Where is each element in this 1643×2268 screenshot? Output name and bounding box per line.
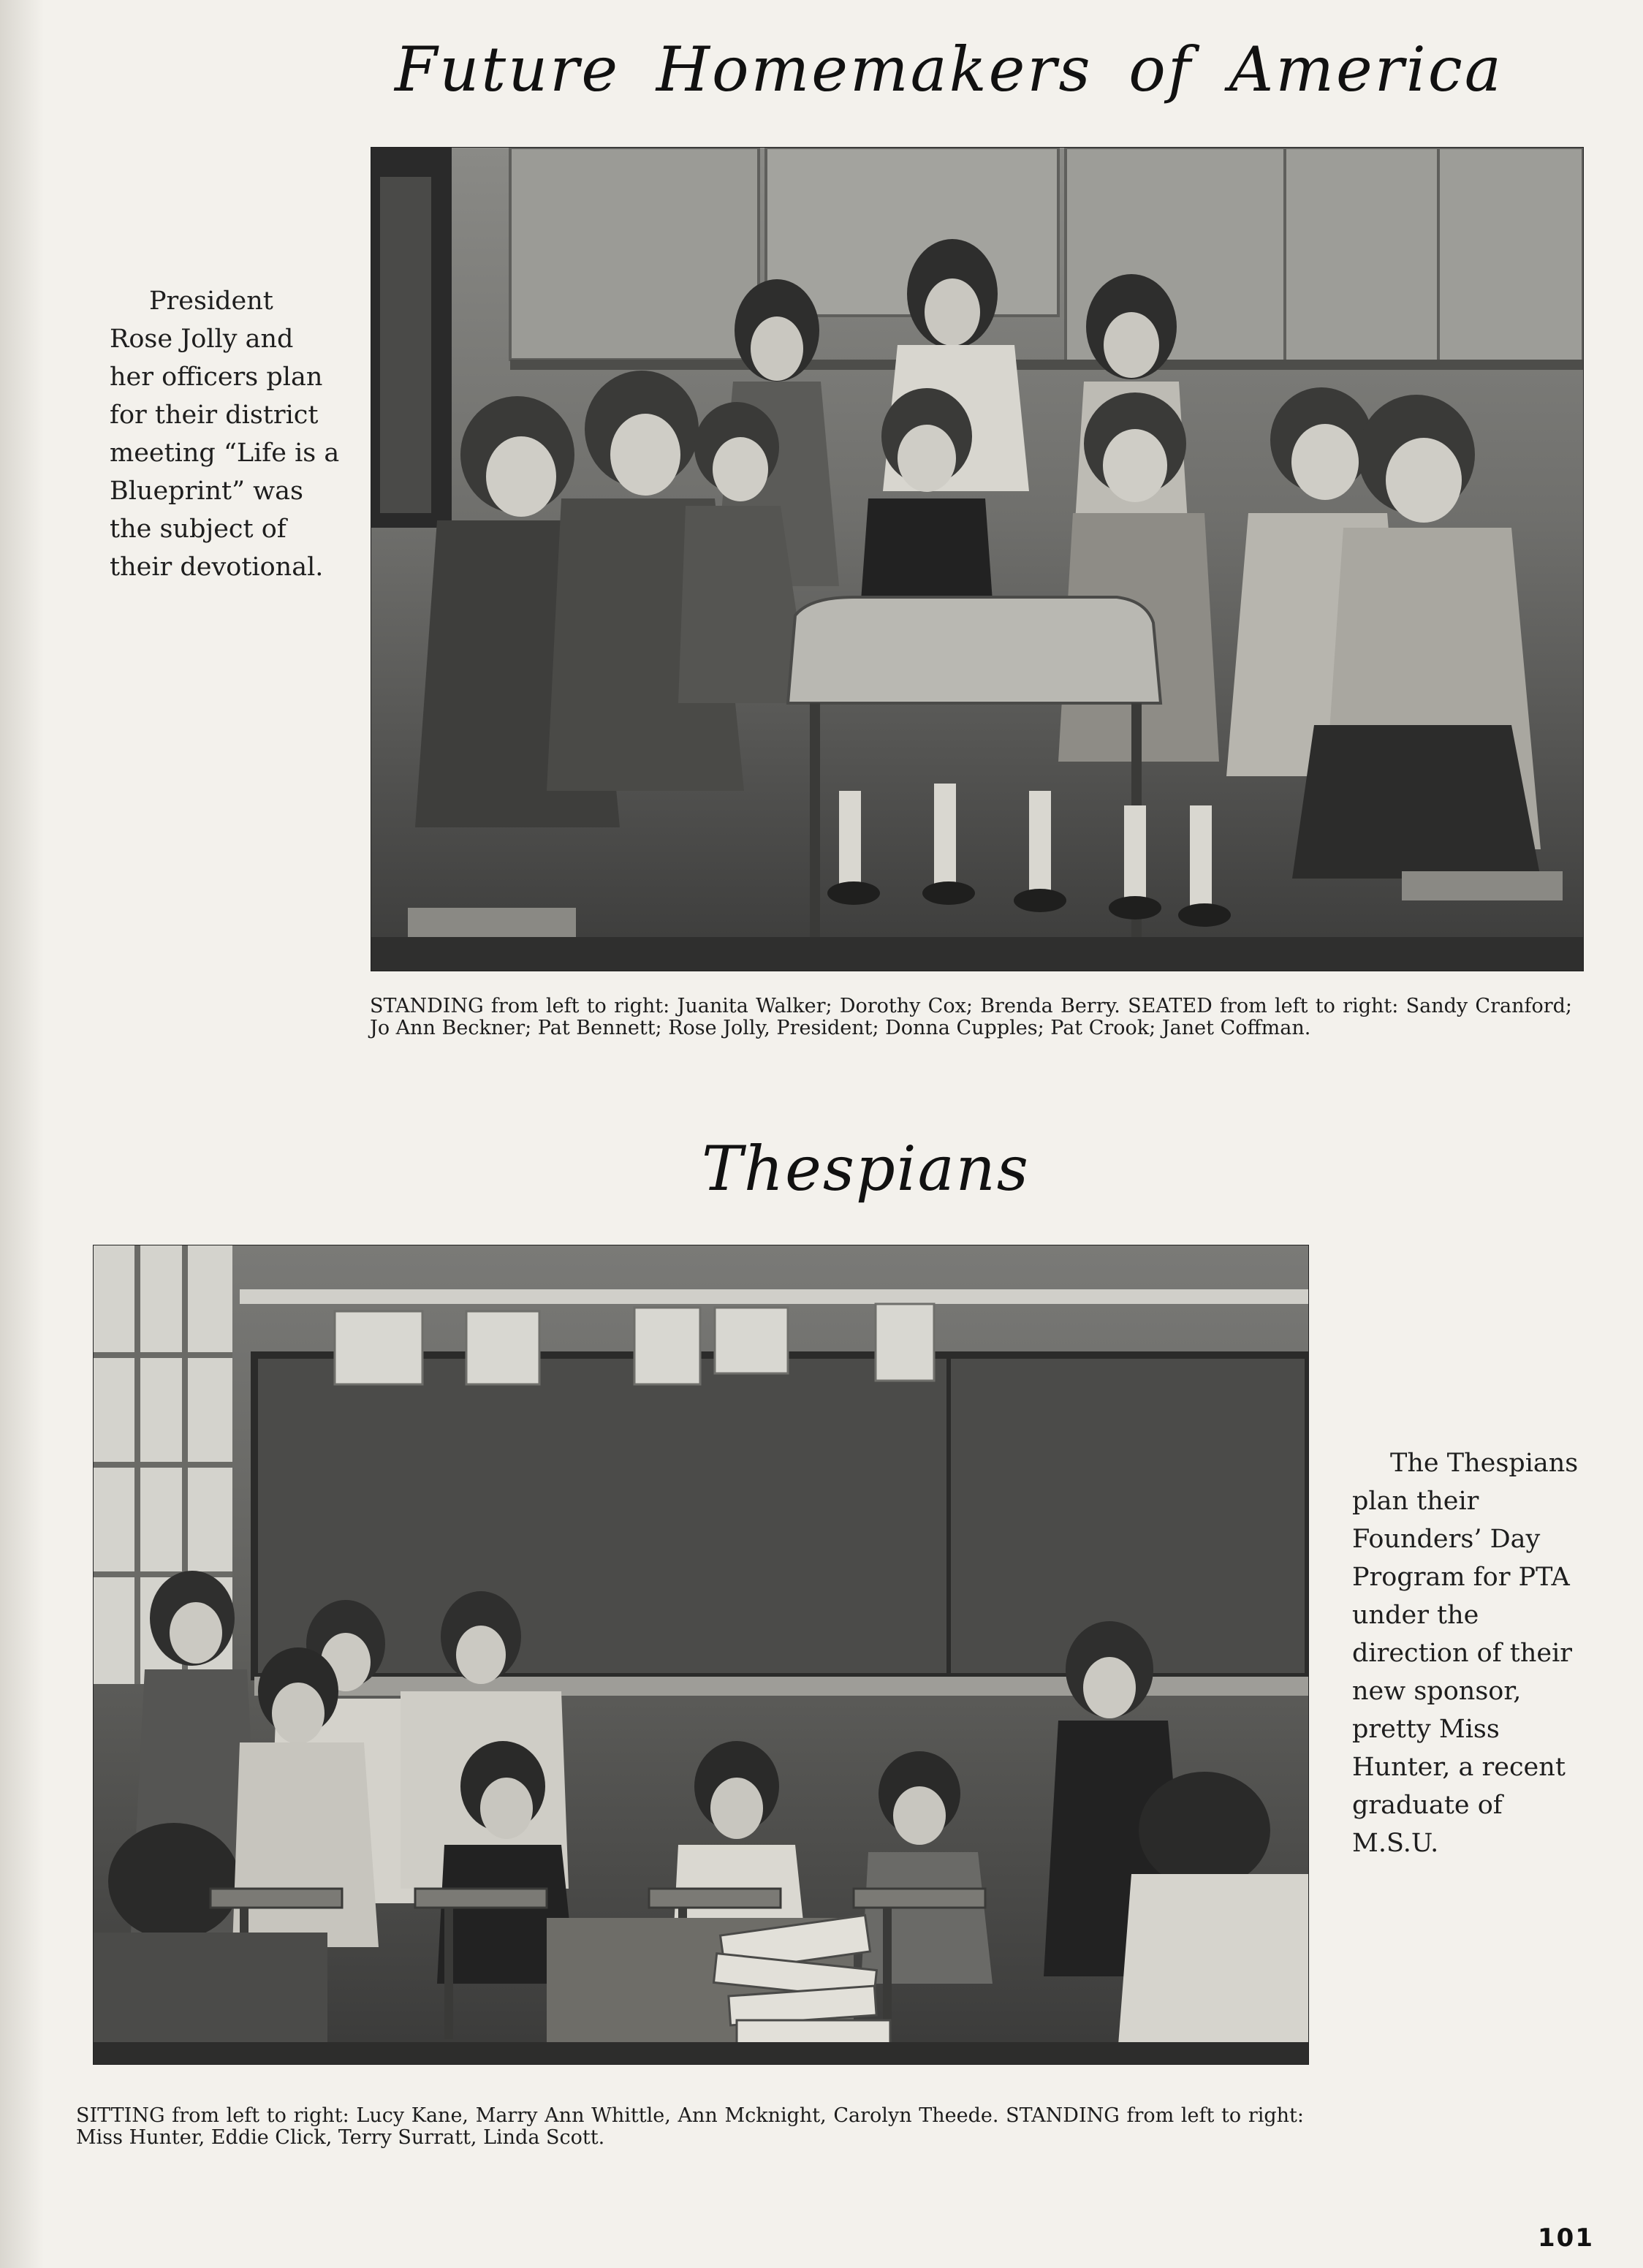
fha-side-description: President Rose Jolly and her officers plan for their district meeting “Life is a Blueprint” was the subject of their devotional. [110, 287, 340, 582]
fha-group-photo [371, 148, 1583, 971]
page-number: 101 [1538, 2223, 1594, 2253]
page-binding-shadow [0, 0, 44, 2268]
thespians-photo-caption: SITTING from left to right: Lucy Kane, Marry Ann Whittle, Ann Mcknight, Carolyn Theede. STANDING from left to right: Miss Hunter, Eddie Click, Terry Surratt, Linda Scott. [76, 2104, 1304, 2149]
thespians-group-photo [94, 1245, 1308, 2064]
thespians-side-description: The Thespians plan their Founders’ Day Program for PTA under the direction of their new sponsor, pretty Miss Hunter, a recent graduate of M.S.U. [1352, 1449, 1579, 1858]
fha-photo-caption: STANDING from left to right: Juanita Walker; Dorothy Cox; Brenda Berry. SEATED from left to right: Sandy Cranford; Jo Ann Beckner; Pat Bennett; Rose Jolly, President; Donna Cupples; Pat Crook; Janet Coffman. [370, 995, 1572, 1039]
thespians-section-title: Thespians [702, 1133, 1030, 1205]
fha-section-title: Future Homemakers of America [395, 34, 1503, 105]
